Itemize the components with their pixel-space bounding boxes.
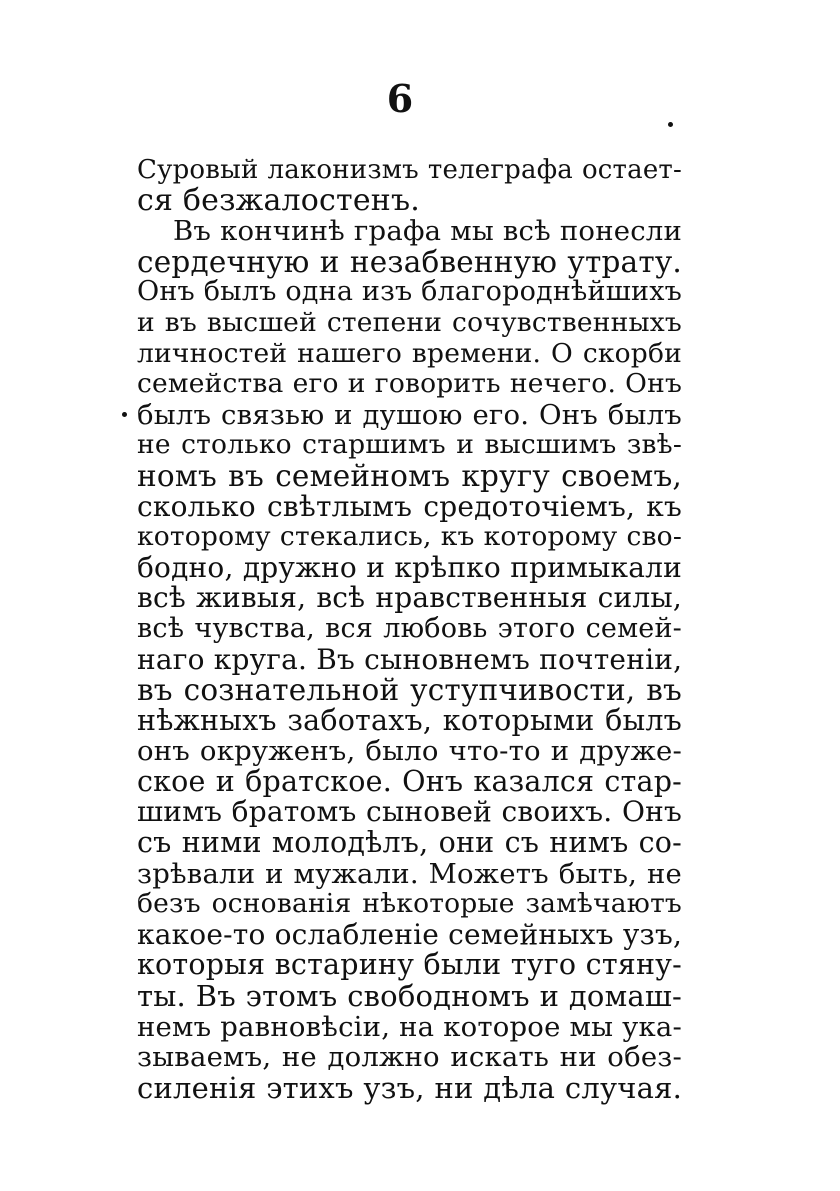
text-line: Въ кончинѣ графа мы всѣ понесли (173, 215, 682, 248)
text-line: всѣ живыя, всѣ нравственныя силы, (137, 581, 682, 615)
text-line: зываемъ, не должно искать ни обез- (137, 1041, 682, 1074)
text-line: наго круга. Въ сыновнемъ почтеніи, (137, 642, 683, 676)
text-line: и въ высшей степени сочувственныхъ (137, 306, 682, 338)
text-line: ское и братское. Онъ казался стар- (137, 764, 682, 798)
body-text (137, 155, 682, 1103)
text-line: личностей нашего времени. О скорби (137, 337, 682, 369)
page-number: 6 (386, 76, 414, 121)
text-line: семейства его и говорить нечего. Онъ (137, 368, 682, 400)
text-line: Онъ былъ одна изъ благороднѣйшихъ (137, 276, 683, 308)
text-line: бодно, дружно и крѣпко примыкали (137, 550, 682, 584)
print-speck (668, 122, 673, 127)
text-line: зрѣвали и мужали. Можетъ быть, не (137, 857, 682, 890)
text-line: безъ основанія нѣкоторые замѣчаютъ (137, 888, 682, 920)
text-line: ты. Въ этомъ свободномъ и домаш- (137, 979, 682, 1014)
text-line: шимъ братомъ сыновей своихъ. Онъ (137, 795, 682, 829)
text-line: съ ними молодѣлъ, они съ нимъ со- (137, 826, 682, 860)
text-line: силенія этихъ узъ, ни дѣла случая. (137, 1070, 682, 1105)
print-speck (122, 412, 127, 417)
text-line: номъ въ семейномъ кругу своемъ, (137, 458, 682, 493)
text-line: немъ равновѣсіи, на которое мы ука- (137, 1010, 682, 1043)
text-line: которыя встарину были туго стяну- (137, 948, 682, 982)
text-line: не столько старшимъ и высшимъ звѣ- (137, 429, 682, 461)
paragraph (137, 155, 682, 216)
text-line: сердечную и незабвенную утрату. (137, 244, 682, 279)
text-line: въ сознательной уступчивости, въ (137, 673, 682, 708)
text-line: ся безжалостенъ. (137, 182, 421, 218)
text-line: онъ окруженъ, было что-то и друже- (137, 735, 682, 768)
text-line: какое-то ослабленіе семейныхъ узъ, (137, 917, 683, 951)
text-line: Суровый лаконизмъ телеграфа остает- (137, 155, 682, 185)
text-line: сколько свѣтлымъ средоточіемъ, къ (137, 489, 682, 523)
paragraph (137, 216, 682, 1103)
text-line: былъ связью и душою его. Онъ былъ (137, 398, 682, 431)
text-line: нѣжныхъ заботахъ, которыми былъ (137, 703, 682, 737)
text-line: всѣ чувства, вся любовь этого семей- (137, 612, 682, 644)
text-line: которому стекались, къ которому сво- (137, 521, 682, 553)
